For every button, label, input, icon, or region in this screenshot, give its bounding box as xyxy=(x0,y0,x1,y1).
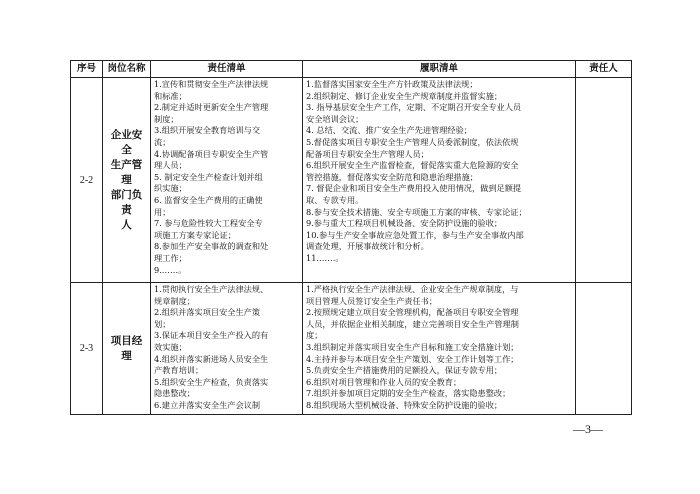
duty-line: 4.协调配备项目专职安全生产管 xyxy=(154,148,269,159)
perform-line: 人员，并依据企业相关制度，建立完善项目安全生产管理制 xyxy=(306,318,519,329)
perform-line: 5.负责安全生产措施费用的足额投入，保证专款专用； xyxy=(306,365,503,376)
position-line: 项目经理 xyxy=(110,334,143,362)
perform-line: 7. 督促企业和项目安全生产费用投入使用情况，做到足额提 xyxy=(306,183,522,194)
duty-line: 4.组织并落实新进场人员安全生 xyxy=(154,353,269,364)
duty-line: 6. 监督安全生产费用的正确使 xyxy=(154,194,263,205)
perform-line: 9.参与重大工程项目机械设备、安全防护设施的验收； xyxy=(306,218,503,229)
perform-line: 2.组织制定、修订企业安全生产规章制度并监督实施； xyxy=(306,90,503,101)
table-row xyxy=(71,78,632,283)
perform-line: 4.主持并参与本项目安全生产策划、安全工作计划等工作； xyxy=(306,353,519,364)
header-position: 岗位名称 xyxy=(103,61,151,78)
position-line: 人 xyxy=(121,218,132,231)
perform-line: 项目管理人员签订安全生产责任书； xyxy=(306,295,438,306)
duty-line: 隐患整改； xyxy=(154,388,195,399)
duty-line: 流； xyxy=(154,136,171,147)
position-line: 企业安全 xyxy=(110,128,143,156)
duty-line: 2.制定并适时更新安全生产管理 xyxy=(154,102,269,113)
duty-line: 2.组织并落实项目安全生产策 xyxy=(154,307,261,318)
row-performs xyxy=(303,283,576,415)
position-line: 部门负责 xyxy=(110,188,143,216)
duty-line: 产教育培训； xyxy=(154,365,204,376)
duty-line: 5. 制定安全生产检查计划并组 xyxy=(154,171,263,182)
perform-line: 11.……。 xyxy=(306,252,344,263)
perform-line: 8.参与安全技术措施、安全专项施工方案的审核、专家论证； xyxy=(306,206,527,217)
perform-line: 3. 指导基层安全生产工作，定期、不定期召开安全专业人员 xyxy=(306,102,522,113)
row-person xyxy=(576,78,632,283)
perform-line: 10.参与生产安全事故应急处置工作，参与生产安全事故内部 xyxy=(306,229,524,240)
duty-line: 划； xyxy=(154,318,171,329)
responsibility-table xyxy=(70,60,632,415)
duty-line: 织实施； xyxy=(154,183,187,194)
duty-line: 1.贯彻执行安全生产法律法规、 xyxy=(154,284,269,294)
duty-line: 5.组织安全生产检查，负责落实 xyxy=(154,376,269,387)
perform-line: 度； xyxy=(306,330,323,341)
duty-line: 8.参加生产安全事故的调查和处 xyxy=(154,241,269,252)
perform-line: 8.组织现场大型机械设备、特殊安全防护设施的验收； xyxy=(306,399,503,410)
row-position xyxy=(103,283,151,415)
duty-line: 项施工方案专家论证； xyxy=(154,229,236,240)
perform-line: 调查处理，开展事故统计和分析。 xyxy=(306,241,429,252)
perform-line: 管控措施，督促落实安全防范和隐患治理措施； xyxy=(306,171,478,182)
row-duties xyxy=(151,78,303,283)
row-person xyxy=(576,283,632,415)
perform-line: 安全培训会议； xyxy=(306,113,364,124)
perform-line: 1.监督落实国家安全生产方针政策及法律法规； xyxy=(306,79,478,89)
table-row xyxy=(71,283,632,415)
perform-line: 7.组织并参加项目定期的安全生产检查，落实隐患整改； xyxy=(306,388,511,399)
position-line: 生产管理 xyxy=(110,158,143,186)
row-position xyxy=(103,78,151,283)
perform-line: 4. 总结、交流、推广安全生产先进管理经验； xyxy=(306,125,472,136)
duty-line: 3.组织开展安全教育培训与交 xyxy=(154,125,261,136)
duty-line: 理人员； xyxy=(154,160,187,171)
header-duty-list: 责任清单 xyxy=(151,61,303,78)
row-duties xyxy=(151,283,303,415)
duty-line: 和标准； xyxy=(154,90,187,101)
header-person: 责任人 xyxy=(576,61,632,78)
table-header-row xyxy=(71,61,632,78)
duty-line: 效实施； xyxy=(154,341,187,352)
row-seq: 2-2 xyxy=(71,78,103,283)
page-number: —3— xyxy=(573,422,603,436)
header-seq: 序号 xyxy=(71,61,103,78)
row-seq: 2-3 xyxy=(71,283,103,415)
perform-line: 6.组织对项目管理和作业人员的安全教育； xyxy=(306,376,462,387)
header-perform-list: 履职清单 xyxy=(303,61,576,78)
perform-line: 6.组织开展安全生产监督检查，督促落实重大危险源的安全 xyxy=(306,160,519,171)
duty-line: 制度； xyxy=(154,113,179,124)
duty-line: 用； xyxy=(154,206,171,217)
duty-line: 理工作； xyxy=(154,252,187,263)
perform-line: 1.严格执行安全生产法律法规、企业安全生产规章制度，与 xyxy=(306,284,519,294)
perform-line: 配备项目专职安全生产管理人员； xyxy=(306,148,429,159)
duty-line: 6.建立并落实安全生产会议制 xyxy=(154,399,261,410)
duty-line: 1.宣传和贯彻安全生产法律法规 xyxy=(154,79,269,89)
duty-line: 7. 参与危险性较大工程安全专 xyxy=(154,218,263,229)
duty-line: 3.保证本项目安全生产投入的有 xyxy=(154,330,269,341)
duty-line: 9.……。 xyxy=(154,264,187,275)
perform-line: 5.督促落实项目专职安全生产管理人员委派制度，依法依规 xyxy=(306,136,519,147)
row-performs xyxy=(303,78,576,283)
perform-line: 2.按照规定建立项目安全管理机构，配备项目专职安全管理 xyxy=(306,307,519,318)
perform-line: 3.组织制定并落实项目安全生产目标和施工安全措施计划； xyxy=(306,341,519,352)
perform-line: 取、专款专用。 xyxy=(306,194,364,205)
duty-line: 规章制度； xyxy=(154,295,195,306)
